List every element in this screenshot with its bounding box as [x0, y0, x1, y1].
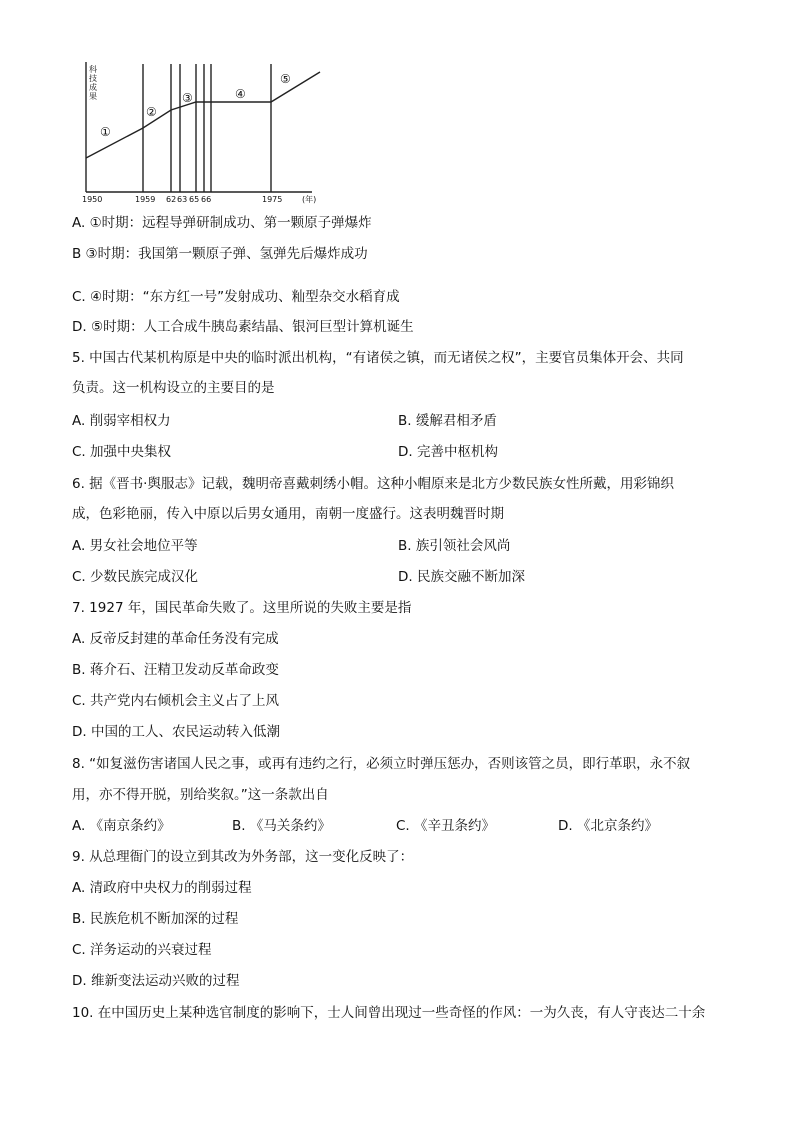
- x-tick-1950: 1950: [82, 195, 103, 204]
- period-1-label: ①: [100, 125, 111, 139]
- q8-stem-line-2: 用，亦不得开脱，别给奖叙。”这一条款出自: [72, 787, 329, 803]
- period-3-label: ③: [182, 91, 193, 105]
- q6-option-c[interactable]: C. 少数民族完成汉化: [72, 569, 199, 585]
- q6-option-b[interactable]: B. 族引领社会风尚: [398, 538, 511, 554]
- q7-option-d[interactable]: D. 中国的工人、农民运动转入低潮: [72, 724, 280, 740]
- q8-option-a[interactable]: A. 《南京条约》: [72, 818, 171, 834]
- q8-option-c[interactable]: C. 《辛丑条约》: [396, 818, 496, 834]
- q4-option-c[interactable]: C. ④时期：“东方红一号”发射成功、籼型杂交水稻育成: [72, 289, 400, 305]
- q10-stem: 10. 在中国历史上某种选官制度的影响下，士人间曾出现过一些奇怪的作风：一为久丧，有人守丧达二十余: [72, 1005, 706, 1021]
- tech-achievement-figure: [80, 58, 330, 206]
- x-tick-1959: 1959: [135, 195, 156, 204]
- period-4-label: ④: [235, 87, 246, 101]
- q9-stem: 9. 从总理衙门的设立到其改为外务部，这一变化反映了：: [72, 849, 414, 865]
- q7-option-b[interactable]: B. 蒋介石、汪精卫发动反革命政变: [72, 662, 279, 678]
- x-axis-unit: (年): [302, 195, 317, 204]
- q5-option-a[interactable]: A. 削弱宰相权力: [72, 413, 171, 429]
- q9-option-b[interactable]: B. 民族危机不断加深的过程: [72, 911, 239, 927]
- q4-option-a[interactable]: A. ①时期：远程导弹研制成功、第一颗原子弹爆炸: [72, 215, 372, 231]
- q6-option-d[interactable]: D. 民族交融不断加深: [398, 569, 525, 585]
- period-2-label: ②: [146, 105, 157, 119]
- q6-stem-line-1: 6. 据《晋书·舆服志》记载，魏明帝喜戴刺绣小帽。这种小帽原来是北方少数民族女性所戴，用彩锦织: [72, 476, 674, 492]
- q9-option-c[interactable]: C. 洋务运动的兴衰过程: [72, 942, 212, 958]
- q5-option-d[interactable]: D. 完善中枢机构: [398, 444, 498, 460]
- q5-stem-line-2: 负责。这一机构设立的主要目的是: [72, 380, 275, 396]
- q8-stem-line-1: 8. “如复滋伤害诸国人民之事，或再有违约之行，必须立时弹压惩办，否则该管之员，即行革职，永不叙: [72, 756, 691, 772]
- q4-option-d[interactable]: D. ⑤时期：人工合成牛胰岛素结晶、银河巨型计算机诞生: [72, 319, 414, 335]
- q4-option-b[interactable]: B ③时期：我国第一颗原子弹、氢弹先后爆炸成功: [72, 246, 368, 262]
- q5-stem-line-1: 5. 中国古代某机构原是中央的临时派出机构，“有诸侯之镇，而无诸侯之权”，主要官员集体开会、共同: [72, 350, 684, 366]
- x-tick-65: 65: [189, 195, 200, 204]
- q9-option-d[interactable]: D. 维新变法运动兴败的过程: [72, 973, 240, 989]
- x-tick-1975: 1975: [262, 195, 283, 204]
- x-tick-62: 62: [166, 195, 177, 204]
- q7-stem: 7. 1927 年，国民革命失败了。这里所说的失败主要是指: [72, 600, 412, 616]
- q8-option-d[interactable]: D. 《北京条约》: [558, 818, 658, 834]
- y-axis-label: 科 技 成 果: [89, 65, 97, 101]
- timeline-chart: [80, 58, 330, 206]
- q8-option-b[interactable]: B. 《马关条约》: [232, 818, 331, 834]
- q7-option-a[interactable]: A. 反帝反封建的革命任务没有完成: [72, 631, 279, 647]
- x-tick-63: 63: [177, 195, 188, 204]
- x-tick-66: 66: [201, 195, 212, 204]
- q7-option-c[interactable]: C. 共产党内右倾机会主义占了上风: [72, 693, 280, 709]
- q6-stem-line-2: 成，色彩艳丽，传入中原以后男女通用，南朝一度盛行。这表明魏晋时期: [72, 506, 504, 522]
- q9-option-a[interactable]: A. 清政府中央权力的削弱过程: [72, 880, 252, 896]
- q6-option-a[interactable]: A. 男女社会地位平等: [72, 538, 198, 554]
- q5-option-c[interactable]: C. 加强中央集权: [72, 444, 172, 460]
- period-5-label: ⑤: [280, 72, 291, 86]
- q5-option-b[interactable]: B. 缓解君相矛盾: [398, 413, 497, 429]
